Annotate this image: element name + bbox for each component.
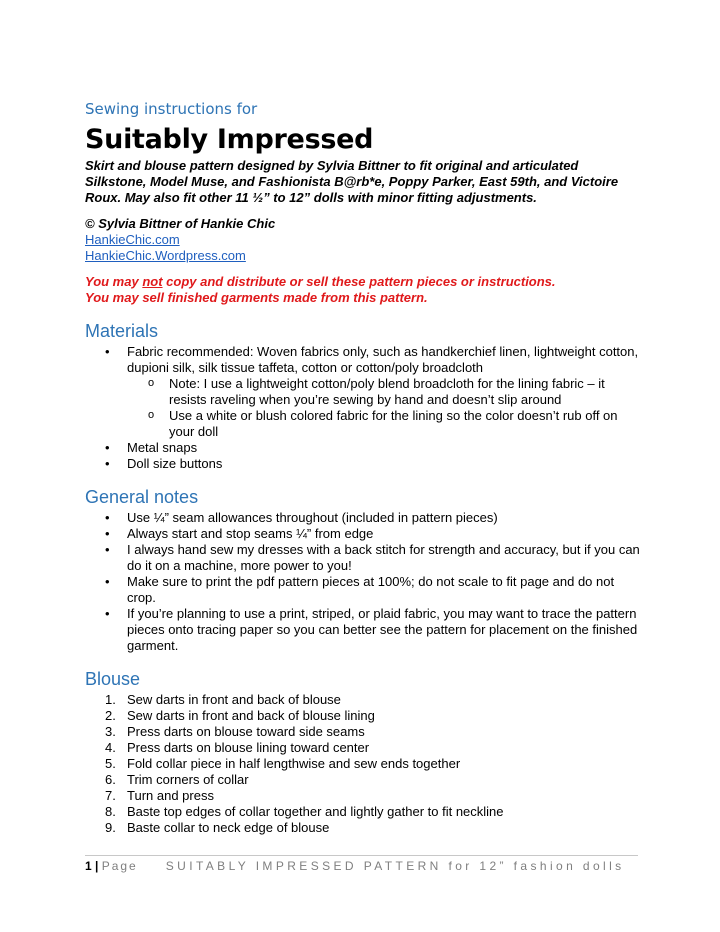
general-notes-heading: General notes bbox=[85, 487, 199, 507]
step-item bbox=[85, 772, 640, 788]
warning-text-1: You may bbox=[85, 274, 143, 289]
bullet-icon: • bbox=[105, 542, 110, 557]
copyright-warning bbox=[85, 274, 640, 306]
step-item bbox=[85, 820, 640, 836]
list-item-text: Use a white or blush colored fabric for the lining so the color doesn’t rub off on your doll bbox=[169, 408, 618, 439]
step-text: Fold collar piece in half lengthwise and sew ends together bbox=[127, 756, 461, 771]
blog-link[interactable]: HankieChic.Wordpress.com bbox=[85, 248, 246, 263]
materials-heading: Materials bbox=[85, 321, 159, 341]
list-item-text: I always hand sew my dresses with a back stitch for strength and accuracy, but if you can do it on a machine, more power to you! bbox=[127, 542, 640, 573]
step-number: 3. bbox=[105, 724, 116, 739]
intro-paragraph: Skirt and blouse pattern designed by Sylvia Bittner to fit original and articulated Silkstone, Model Muse, and Fashionista B@rb*e, Poppy Parker, East 59th, and Victoire Roux. May also fit other 11 ½” to 12” dolls with minor fitting adjustments. bbox=[85, 158, 619, 205]
bullet-icon: • bbox=[105, 510, 110, 525]
document-title: Suitably Impressed bbox=[85, 124, 374, 155]
list-item-text: If you’re planning to use a print, striped, or plaid fabric, you may want to trace the pattern pieces onto tracing paper so you can better see the pattern for placement on the finished garment. bbox=[127, 606, 638, 653]
bullet-icon: • bbox=[105, 526, 110, 541]
pre-title: Sewing instructions for bbox=[85, 100, 258, 118]
list-item-text: Make sure to print the pdf pattern pieces at 100%; do not scale to fit page and do not crop. bbox=[127, 574, 615, 605]
list-item bbox=[85, 526, 640, 542]
list-item bbox=[85, 344, 640, 376]
list-item-text: Doll size buttons bbox=[127, 456, 223, 471]
step-text: Sew darts in front and back of blouse bbox=[127, 692, 341, 707]
step-text: Baste collar to neck edge of blouse bbox=[127, 820, 330, 835]
step-item bbox=[85, 804, 640, 820]
step-item bbox=[85, 724, 640, 740]
list-item bbox=[85, 440, 640, 456]
list-item-text: Note: I use a lightweight cotton/poly blend broadcloth for the lining fabric – it resists raveling when you’re sewing by hand and doesn’t slip around bbox=[169, 376, 605, 407]
step-number: 1. bbox=[105, 692, 116, 707]
step-item bbox=[85, 708, 640, 724]
step-item bbox=[85, 756, 640, 772]
page-footer bbox=[85, 855, 638, 874]
footer-title: SUITABLY IMPRESSED PATTERN for 12” fashion dolls bbox=[165, 859, 625, 873]
list-item-text: Use ¼” seam allowances throughout (included in pattern pieces) bbox=[127, 510, 498, 525]
page-number: 1 | bbox=[85, 859, 102, 873]
copyright-line: © Sylvia Bittner of Hankie Chic bbox=[85, 216, 276, 231]
list-item-text: Always start and stop seams ¼” from edge bbox=[127, 526, 374, 541]
step-number: 7. bbox=[105, 788, 116, 803]
list-item bbox=[85, 510, 640, 526]
step-item bbox=[85, 740, 640, 756]
step-text: Sew darts in front and back of blouse lining bbox=[127, 708, 375, 723]
document-page bbox=[85, 98, 640, 836]
website-link[interactable]: HankieChic.com bbox=[85, 232, 180, 247]
list-item-text: Fabric recommended: Woven fabrics only, such as handkerchief linen, lightweight cotton, dupioni silk, silk tissue taffeta, cotton or cotton/poly broadcloth bbox=[127, 344, 639, 375]
step-text: Press darts on blouse lining toward center bbox=[127, 740, 370, 755]
warning-text-2: copy and distribute or sell these pattern pieces or instructions. bbox=[162, 274, 556, 289]
step-number: 4. bbox=[105, 740, 116, 755]
page-label: Page bbox=[101, 859, 138, 873]
materials-list bbox=[85, 344, 640, 472]
step-text: Press darts on blouse toward side seams bbox=[127, 724, 365, 739]
list-item-text: Metal snaps bbox=[127, 440, 198, 455]
list-item bbox=[85, 542, 640, 574]
sub-list-item bbox=[85, 408, 640, 440]
step-number: 8. bbox=[105, 804, 116, 819]
step-number: 2. bbox=[105, 708, 116, 723]
bullet-icon: • bbox=[105, 456, 110, 471]
circle-bullet-icon: o bbox=[148, 377, 155, 389]
step-item bbox=[85, 692, 640, 708]
list-item bbox=[85, 456, 640, 472]
bullet-icon: • bbox=[105, 574, 110, 589]
list-item bbox=[85, 574, 640, 606]
step-number: 6. bbox=[105, 772, 116, 787]
step-number: 5. bbox=[105, 756, 116, 771]
circle-bullet-icon: o bbox=[148, 409, 155, 421]
bullet-icon: • bbox=[105, 440, 110, 455]
warning-emphasis: not bbox=[142, 274, 163, 289]
step-item bbox=[85, 788, 640, 804]
step-text: Baste top edges of collar together and lightly gather to fit neckline bbox=[127, 804, 504, 819]
blouse-steps-list bbox=[85, 692, 640, 836]
step-text: Trim corners of collar bbox=[127, 772, 249, 787]
list-item bbox=[85, 606, 640, 654]
sub-list-item bbox=[85, 376, 640, 408]
step-text: Turn and press bbox=[127, 788, 214, 803]
general-notes-list bbox=[85, 510, 640, 654]
warning-text-3: You may sell finished garments made from this pattern. bbox=[85, 290, 428, 305]
bullet-icon: • bbox=[105, 606, 110, 621]
step-number: 9. bbox=[105, 820, 116, 835]
bullet-icon: • bbox=[105, 344, 110, 359]
blouse-heading: Blouse bbox=[85, 669, 141, 689]
